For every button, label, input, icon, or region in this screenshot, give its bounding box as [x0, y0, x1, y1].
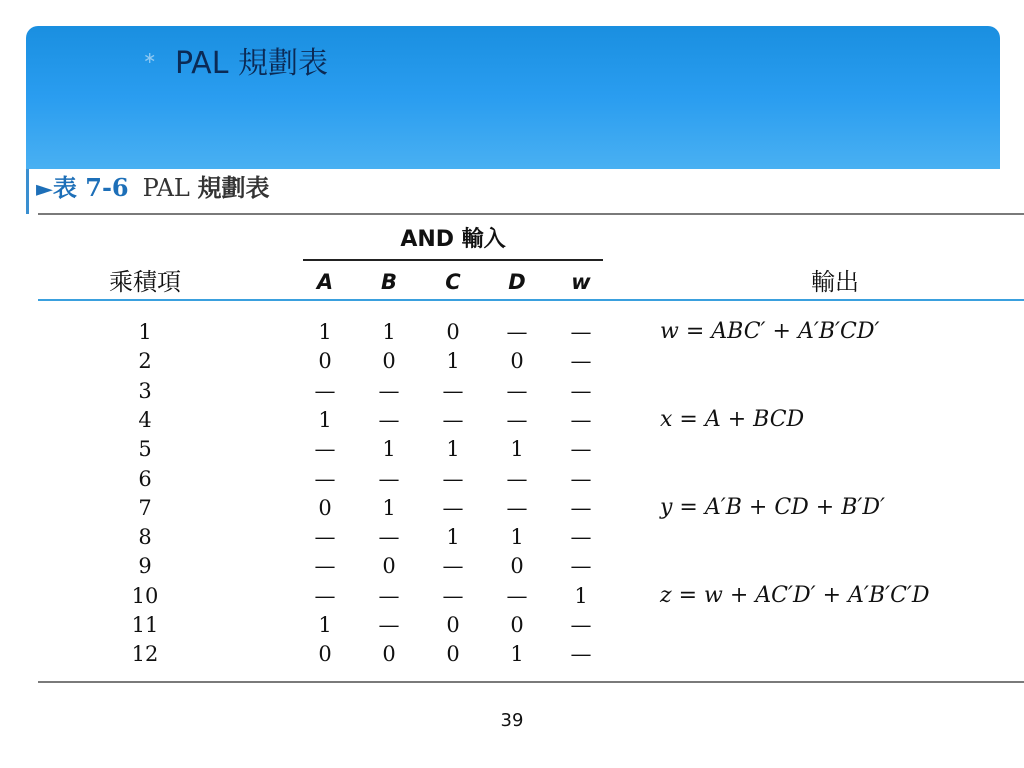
table-caption	[36, 168, 269, 203]
input-cell: —	[314, 437, 336, 461]
input-cell: —	[442, 584, 464, 608]
input-cell: 1	[318, 320, 332, 344]
input-cell: 0	[510, 613, 524, 637]
variable-header: A	[316, 270, 334, 294]
output-expression: z = w + AC′D′ + A′B′C′D	[660, 583, 930, 608]
input-cell: —	[570, 379, 592, 403]
variable-header: C	[445, 270, 461, 294]
input-cell: —	[570, 642, 592, 666]
input-cell: —	[378, 584, 400, 608]
input-cell: 1	[382, 437, 396, 461]
table-bottom-rule	[38, 681, 1024, 683]
input-cell: —	[506, 408, 528, 432]
input-cell: —	[570, 320, 592, 344]
output-header: 輸出	[811, 268, 859, 296]
input-cell: 0	[446, 613, 460, 637]
variable-header: B	[380, 270, 397, 294]
caption-title	[143, 174, 270, 202]
product-term-number: 1	[138, 320, 152, 344]
input-cell: —	[506, 584, 528, 608]
product-term-header: 乘積項	[109, 268, 181, 296]
input-cell: 0	[446, 642, 460, 666]
and-header-rule	[303, 259, 603, 261]
product-term-number: 2	[138, 349, 152, 373]
input-cell: —	[570, 525, 592, 549]
banner-edge-line	[26, 169, 29, 214]
title-banner	[26, 26, 1000, 169]
input-cell: —	[314, 379, 336, 403]
input-cell: 0	[510, 349, 524, 373]
input-cell: —	[378, 525, 400, 549]
product-term-number: 6	[138, 467, 152, 491]
input-cell: —	[442, 379, 464, 403]
input-cell: 0	[446, 320, 460, 344]
input-cell: 1	[510, 642, 524, 666]
slide-title: PAL 規劃表	[175, 46, 328, 81]
caption-title-prefix: PAL	[142, 174, 198, 202]
input-cell: —	[570, 408, 592, 432]
variable-header: D	[508, 270, 526, 294]
input-cell: 1	[446, 437, 460, 461]
input-cell: 1	[318, 613, 332, 637]
input-cell: —	[570, 554, 592, 578]
input-cell: —	[314, 467, 336, 491]
input-cell: —	[570, 349, 592, 373]
caption-title-bold: 規劃表	[197, 173, 270, 202]
table-header-rule	[38, 299, 1024, 301]
caption-number: 表 7-6	[52, 173, 129, 202]
input-cell: —	[506, 320, 528, 344]
input-cell: 0	[382, 349, 396, 373]
input-cell: —	[570, 496, 592, 520]
product-term-number: 10	[131, 584, 159, 608]
product-term-number: 9	[138, 554, 152, 578]
product-term-number: 7	[138, 496, 152, 520]
input-cell: —	[506, 496, 528, 520]
input-cell: 1	[510, 525, 524, 549]
output-expression: x = A + BCD	[660, 407, 805, 432]
table-top-rule	[38, 213, 1024, 215]
input-cell: 0	[382, 554, 396, 578]
and-inputs-header: AND 輸入	[400, 227, 506, 252]
product-term-number: 11	[131, 613, 159, 637]
input-cell: —	[378, 467, 400, 491]
input-cell: —	[506, 379, 528, 403]
input-cell: 1	[318, 408, 332, 432]
input-cell: —	[314, 554, 336, 578]
input-cell: 0	[510, 554, 524, 578]
input-cell: —	[314, 525, 336, 549]
product-term-number: 4	[138, 408, 152, 432]
input-cell: —	[442, 408, 464, 432]
input-cell: —	[570, 467, 592, 491]
input-cell: —	[378, 379, 400, 403]
input-cell: —	[442, 496, 464, 520]
bullet-icon: ∗	[143, 48, 157, 67]
product-term-number: 3	[138, 379, 152, 403]
input-cell: 0	[318, 496, 332, 520]
variable-header: w	[571, 270, 591, 294]
input-cell: 1	[510, 437, 524, 461]
caption-arrow-icon: ►	[36, 176, 53, 202]
input-cell: 0	[318, 349, 332, 373]
product-term-number: 12	[131, 642, 159, 666]
input-cell: 1	[446, 349, 460, 373]
input-cell: 0	[382, 642, 396, 666]
input-cell: —	[378, 408, 400, 432]
input-cell: 1	[574, 584, 588, 608]
output-expression: w = ABC′ + A′B′CD′	[660, 319, 880, 344]
input-cell: —	[442, 554, 464, 578]
input-cell: —	[378, 613, 400, 637]
input-cell: —	[442, 467, 464, 491]
input-cell: 1	[446, 525, 460, 549]
input-cell: —	[570, 613, 592, 637]
page-number: 39	[500, 710, 524, 731]
input-cell: 1	[382, 320, 396, 344]
input-cell: —	[570, 437, 592, 461]
output-expression: y = A′B + CD + B′D′	[660, 495, 886, 520]
input-cell: —	[314, 584, 336, 608]
product-term-number: 8	[138, 525, 152, 549]
input-cell: 1	[382, 496, 396, 520]
input-cell: 0	[318, 642, 332, 666]
input-cell: —	[506, 467, 528, 491]
product-term-number: 5	[138, 437, 152, 461]
